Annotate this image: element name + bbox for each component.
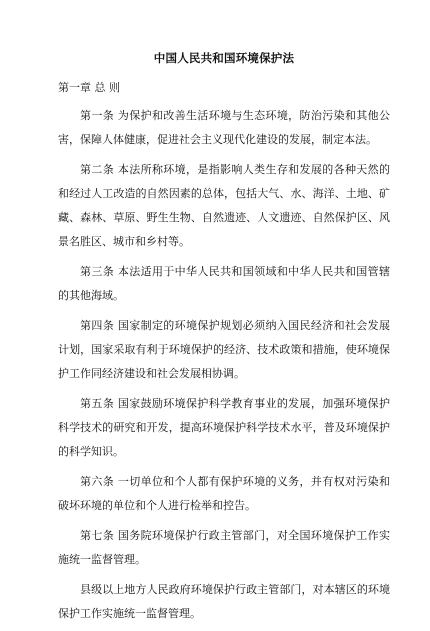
paragraph-article-3: 第三条 本法适用于中华人民共和国领域和中华人民共和国管辖的其他海域。	[58, 265, 390, 302]
paragraph-article-7-local: 县级以上地方人民政府环境保护行政主管部门，对本辖区的环境保护工作实施统一监督管理。	[58, 583, 390, 620]
paragraph-article-7: 第七条 国务院环境保护行政主管部门，对全国环境保护工作实施统一监督管理。	[58, 529, 390, 566]
paragraph-article-2: 第二条 本法所称环境，是指影响人类生存和发展的各种天然的和经过人工改造的自然因素的总体，包括大气、水、海洋、土地、矿藏、森林、草原、野生生物、自然遗迹、人文遗迹、自然保护区、风景名胜区、城市和乡村等。	[58, 163, 390, 248]
paragraph-article-1: 第一条 为保护和改善生活环境与生态环境，防治污染和其他公害，保障人体健康，促进社会主义现代化建设的发展，制定本法。	[58, 109, 390, 146]
paragraph-article-4: 第四条 国家制定的环境保护规划必须纳入国民经济和社会发展计划，国家采取有利于环境保护的经济、技术政策和措施，使环境保护工作同经济建设和社会发展相协调。	[58, 319, 390, 380]
paragraph-article-5: 第五条 国家鼓励环境保护科学教育事业的发展，加强环境保护科学技术的研究和开发，提高环境保护科学技术水平，普及环境保护的科学知识。	[58, 397, 390, 458]
document-title: 中国人民共和国环境保护法	[153, 51, 295, 65]
chapter-heading: 第一章 总 则	[58, 81, 120, 94]
paragraph-article-6: 第六条 一切单位和个人都有保护环境的义务，并有权对污染和破坏环境的单位和个人进行检举和控告。	[58, 475, 390, 512]
